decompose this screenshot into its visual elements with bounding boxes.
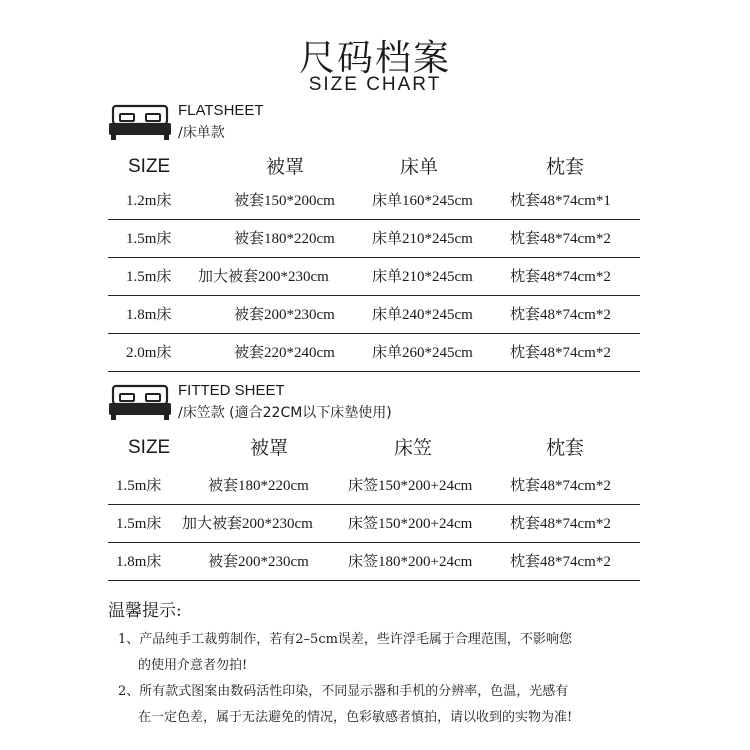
cell-duvet: 加大被套200*230cm <box>182 516 313 532</box>
table-row <box>108 182 640 220</box>
cell-pillowcase: 枕套48*74cm*1 <box>510 193 611 209</box>
cell-pillowcase: 枕套48*74cm*2 <box>510 516 611 532</box>
header-duvet: 被罩 <box>250 437 289 459</box>
cell-sheet: 床单160*245cm <box>372 193 473 209</box>
cell-sheet: 床单260*245cm <box>372 345 473 361</box>
fitted-title-cn: /床笠款 (適合22CM以下床墊使用) <box>178 405 392 421</box>
note-line: 在一定色差，属于无法避免的情况，色彩敏感者慎拍，请以收到的实物为准! <box>138 710 573 725</box>
table-row <box>108 505 640 543</box>
header-duvet: 被罩 <box>266 156 305 178</box>
fitted-title-en: FITTED SHEET <box>178 382 285 399</box>
header-fitted-sheet: 床笠 <box>394 437 433 459</box>
flatsheet-title-en: FLATSHEET <box>178 102 264 119</box>
cell-sheet: 床单210*245cm <box>372 269 473 285</box>
header-pillowcase: 枕套 <box>546 437 585 459</box>
note-line: 1、产品纯手工裁剪制作，若有2–5cm误差，些许浮毛属于合理范围，不影响您 <box>118 632 572 647</box>
cell-size: 1.2m床 <box>126 193 172 209</box>
cell-fitted-sheet: 床签180*200+24cm <box>348 554 473 570</box>
bed-icon <box>108 384 172 420</box>
header-size: SIZE <box>128 437 171 458</box>
row-divider <box>108 580 640 581</box>
bed-icon <box>108 104 172 140</box>
table-row <box>108 334 640 372</box>
cell-pillowcase: 枕套48*74cm*2 <box>510 307 611 323</box>
cell-duvet: 被套180*220cm <box>208 478 309 494</box>
header-pillowcase: 枕套 <box>546 156 585 178</box>
cell-size: 1.5m床 <box>126 231 172 247</box>
row-divider <box>108 371 640 372</box>
cell-duvet: 被套200*230cm <box>208 554 309 570</box>
cell-duvet: 加大被套200*230cm <box>198 269 329 285</box>
cell-duvet: 被套220*240cm <box>234 345 335 361</box>
cell-pillowcase: 枕套48*74cm*2 <box>510 231 611 247</box>
cell-size: 1.8m床 <box>116 554 162 570</box>
table-row <box>108 258 640 296</box>
cell-sheet: 床单240*245cm <box>372 307 473 323</box>
header-size: SIZE <box>128 156 171 177</box>
note-line: 的使用介意者勿拍! <box>138 658 248 673</box>
table-row <box>108 296 640 334</box>
cell-duvet: 被套180*220cm <box>234 231 335 247</box>
cell-duvet: 被套200*230cm <box>234 307 335 323</box>
cell-fitted-sheet: 床签150*200+24cm <box>348 516 473 532</box>
table-row <box>108 220 640 258</box>
cell-pillowcase: 枕套48*74cm*2 <box>510 554 611 570</box>
notes-title: 温馨提示: <box>108 601 182 621</box>
page-title: 尺码档案 <box>298 38 451 79</box>
cell-size: 1.5m床 <box>116 478 162 494</box>
table-header-row <box>108 429 640 467</box>
cell-size: 1.5m床 <box>116 516 162 532</box>
cell-pillowcase: 枕套48*74cm*2 <box>510 478 611 494</box>
table-row <box>108 543 640 581</box>
cell-fitted-sheet: 床签150*200+24cm <box>348 478 473 494</box>
flatsheet-title-cn: /床单款 <box>178 125 225 141</box>
page-subtitle: SIZE CHART <box>308 74 442 95</box>
cell-sheet: 床单210*245cm <box>372 231 473 247</box>
cell-size: 1.8m床 <box>126 307 172 323</box>
table-row <box>108 467 640 505</box>
table-header-row <box>108 148 640 186</box>
note-line: 2、所有款式图案由数码活性印染，不同显示器和手机的分辨率，色温，光感有 <box>118 684 569 699</box>
notes-section <box>108 596 668 725</box>
cell-duvet: 被套150*200cm <box>234 193 335 209</box>
cell-pillowcase: 枕套48*74cm*2 <box>510 345 611 361</box>
cell-size: 2.0m床 <box>126 345 172 361</box>
header-sheet: 床单 <box>400 156 439 178</box>
cell-size: 1.5m床 <box>126 269 172 285</box>
cell-pillowcase: 枕套48*74cm*2 <box>510 269 611 285</box>
